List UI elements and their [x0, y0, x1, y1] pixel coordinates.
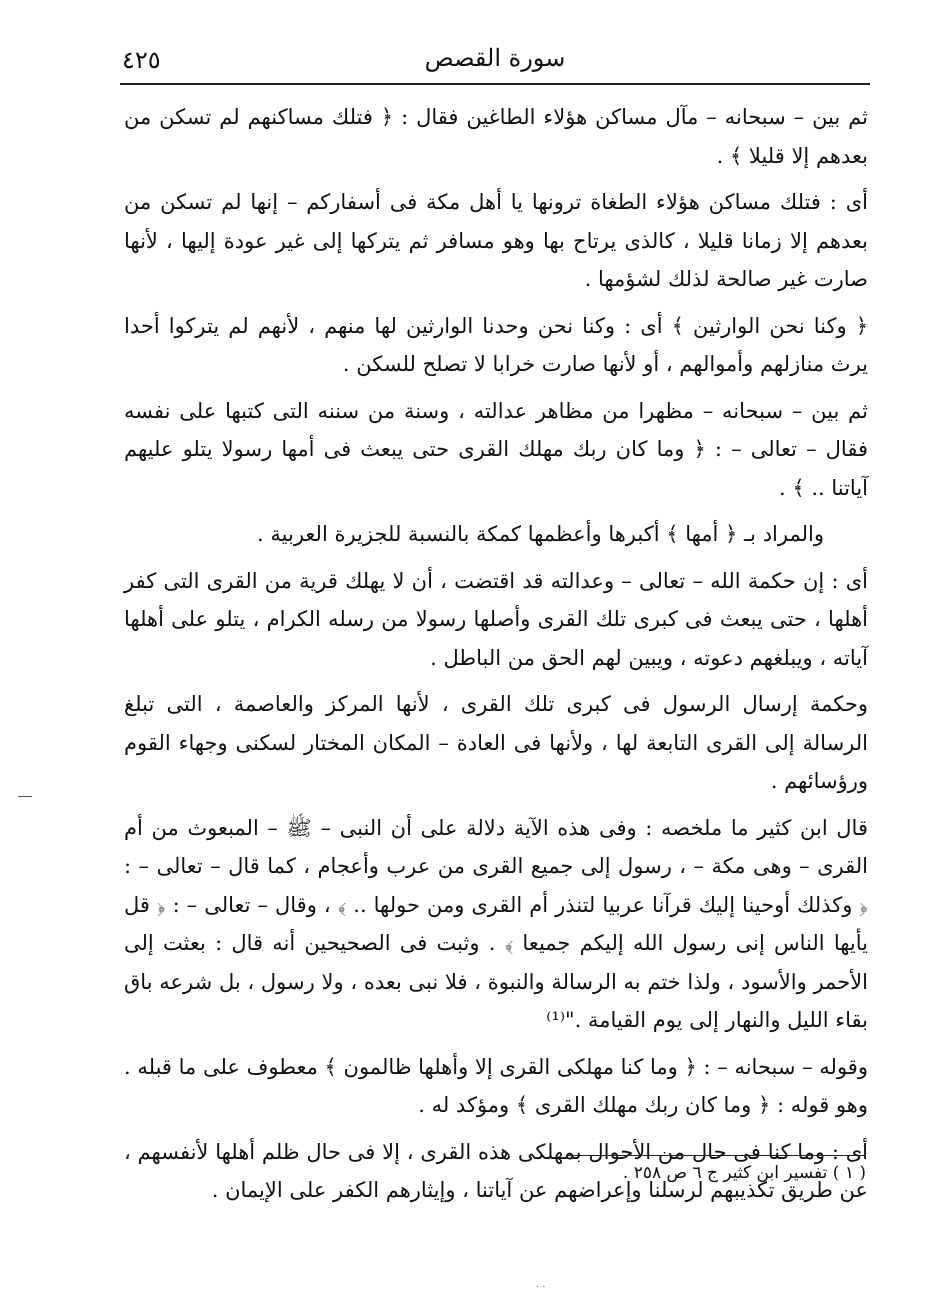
- paragraph: وحكمة إرسال الرسول فى كبرى تلك القرى ، لأنها المركز والعاصمة ، التى تبلغ الرسالة إلى القرى التابعة لها ، ولأنها فى العادة – المكان المختار لسكنى وجهاء القوم ورؤسائهم .: [124, 692, 868, 793]
- paragraph: والمراد بـ ﴿ أمها ﴾ أكبرها وأعظمها كمكة بالنسبة للجزيرة العربية .: [257, 522, 824, 546]
- paragraph: أى : فتلك مساكن هؤلاء الطغاة ترونها يا أهل مكة فى أسفاركم – إنها لم تسكن من بعدهم إلا زمانا قليلا ، كالذى يرتاح بها وهو مسافر ثم يتركها إلى غير عودة إليها ، لأنها صارت غير صالحة لذلك لشؤمها .: [124, 190, 868, 291]
- paragraph: ﴿ وكنا نحن الوارثين ﴾ أى : وكنا نحن وحدنا الوارثين لها منهم ، لأنهم لم يتركوا أحدا يرث منازلهم وأموالهم ، أو لأنها صارت خرابا لا تصلح للسكن .: [124, 313, 868, 376]
- surah-title: سورة القصص: [424, 44, 566, 72]
- scan-speck: · ·: [536, 1282, 546, 1293]
- paragraph: ثم بين – سبحانه – مآل مساكن هؤلاء الطاغين فقال : ﴿ فتلك مساكنهم لم تسكن من بعدهم إلا قليلا ﴾ .: [124, 105, 868, 168]
- footnote: ( ١ ) تفسير ابن كثير ج ٦ ص ٢٥٨ .: [622, 1163, 866, 1183]
- paragraph: ثم بين – سبحانه – مظهرا من مظاهر عدالته ، وسنة من سننه التى كتبها على نفسه فقال – تعالى – : ﴿ وما كان ربك مهلك القرى حتى يبعث فى أمها رسولا يتلو عليهم آياتنا .. ﴾ .: [124, 398, 868, 500]
- page-number: ٤٢٥: [122, 46, 161, 74]
- margin-mark: [18, 796, 32, 797]
- paragraph: أى : وما كنا فى حال من الأحوال بمهلكى هذه القرى ، إلا فى حال ظلم أهلها لأنفسهم ، عن طريق تكذيبهم لرسلنا وإعراضهم عن آياتنا ، وإيثارهم الكفر على الإيمان .: [124, 1139, 868, 1202]
- paragraph: أى : إن حكمة الله – تعالى – وعدالته قد اقتضت ، أن لا يهلك قرية من القرى التى كفر أهلها ، حتى يبعث فى كبرى تلك القرى وأصلها رسولا من رسله الكرام ، يتلو على أهلها آياته ، ويبلغهم دعوته ، ويبين لهم الحق من الباطل .: [124, 568, 868, 670]
- footnote-divider: [566, 1155, 866, 1156]
- header-divider: [120, 83, 870, 85]
- page-body: [124, 98, 868, 1218]
- paragraph: وقوله – سبحانه – : ﴿ وما كنا مهلكى القرى إلا وأهلها ظالمون ﴾ معطوف على ما قبله . وهو قوله : ﴿ وما كان ربك مهلك القرى ﴾ ومؤكد له .: [124, 1054, 868, 1117]
- page-header: [122, 40, 868, 82]
- paragraph: قال ابن كثير ما ملخصه : وفى هذه الآية دلالة على أن النبى – ﷺ – المبعوث من أم القرى – وهى مكة – ، رسول إلى جميع القرى من عرب وأعجام ، كما قال – تعالى – : ﴿ وكذلك أوحينا إليك قرآنا عربيا لتنذر أم القرى ومن حولها .. ﴾ ، وقال – تعالى – : ﴿ قل يأيها الناس إنى رسول الله إليكم جميعا ﴾ . وثبت فى الصحيحين أنه قال : بعثت إلى الأحمر والأسود ، ولذا ختم به الرسالة والنبوة ، فلا نبى بعده ، ولا رسول ، بل شرعه باق بقاء الليل والنهار إلى يوم القيامة ."⁽¹⁾: [124, 815, 868, 1032]
